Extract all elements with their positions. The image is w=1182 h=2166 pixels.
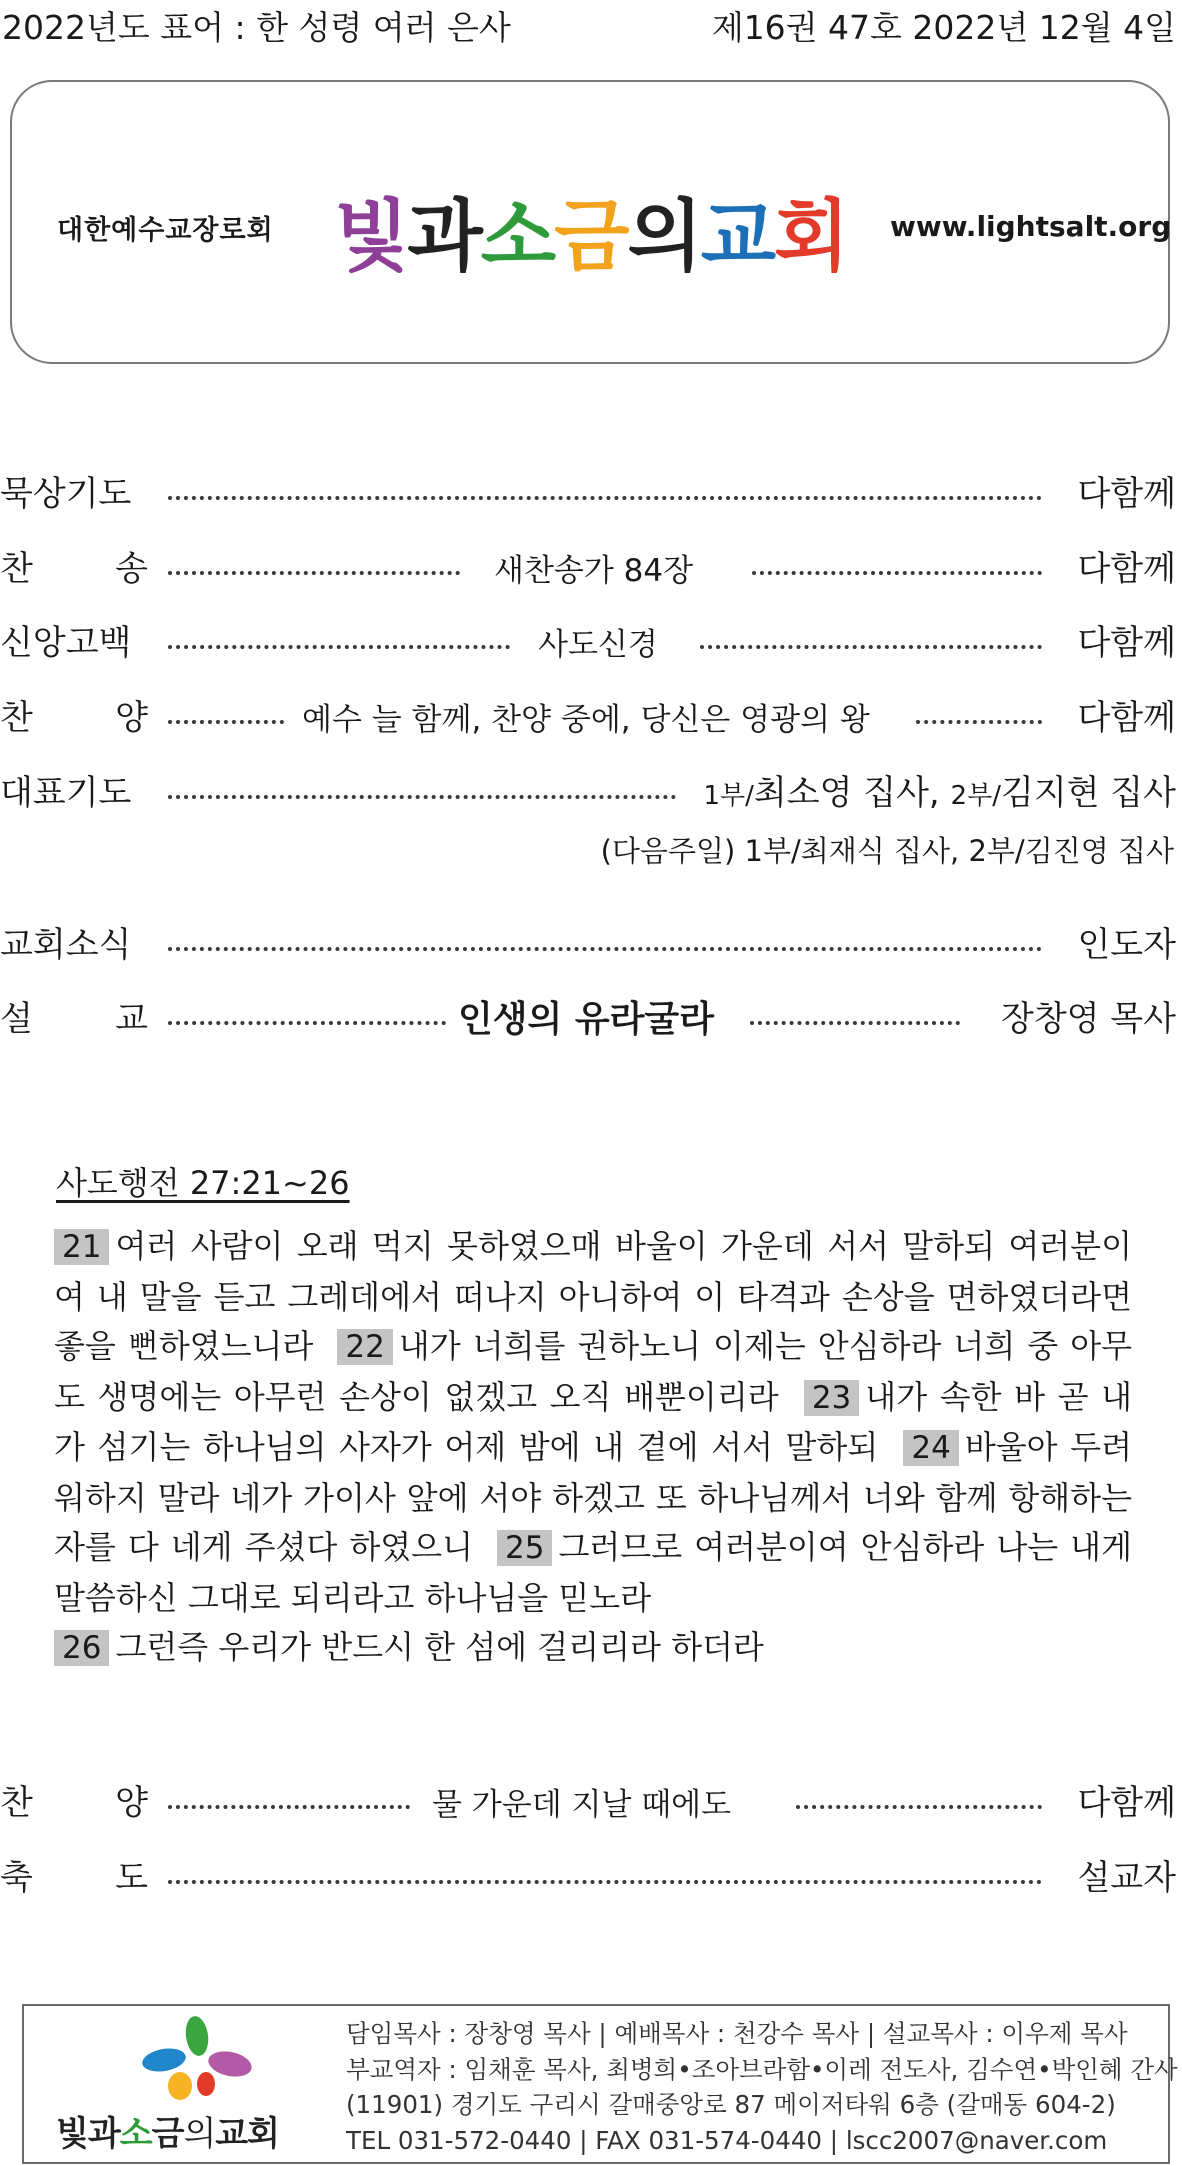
order-row-silent-prayer	[0, 466, 1182, 522]
logo-char: 의	[183, 2114, 216, 2154]
row-label	[0, 991, 148, 1040]
order-row-representative-prayer	[0, 765, 1182, 821]
verse-number: 25	[497, 1530, 552, 1566]
denomination-name: 대한예수교장로회	[57, 215, 274, 246]
row-label-part: 축	[0, 1858, 33, 1898]
dot-leader	[750, 1021, 960, 1025]
logo-char: 교	[700, 192, 775, 282]
pastor-staff-line: 담임목사 : 장창영 목사 | 예배목사 : 천강수 목사 | 설교목사 : 이우제 목사	[346, 2019, 1128, 2048]
row-label: 대표기도	[0, 773, 132, 813]
verse-text: 여러 사람이 오래 먹지 못하였으매 바울이 가운데 서서 말하되 여러분이여 내 말을 듣고 그레데에서 떠나지 아니하여 이 타격과 손상을 면하였더라면 좋을 뻔하였느니라	[54, 1227, 1132, 1365]
row-leader: 다함께	[1077, 549, 1176, 589]
scripture-reference: 사도행전 27:21~26	[56, 1164, 350, 1202]
address-line: (11901) 경기도 구리시 갈매중앙로 87 메이저타워 6층 (갈매동 604-2)	[346, 2090, 1116, 2119]
dot-leader	[168, 1805, 410, 1809]
creed-name: 사도신경	[538, 627, 658, 663]
row-label: 묵상기도	[0, 474, 132, 514]
logo-char: 과	[87, 2114, 120, 2154]
row-leader: 인도자	[1077, 925, 1176, 965]
logo-char: 금	[554, 192, 628, 282]
row-label: 교회소식	[0, 925, 132, 965]
dot-leader	[168, 1880, 1042, 1884]
logo-char: 금	[151, 2114, 184, 2154]
contact-line: TEL 031-572-0440 | FAX 031-574-0440 | lscc2007@naver.com	[346, 2125, 1108, 2155]
logo-char: 빛	[56, 2114, 88, 2154]
row-label-part: 교	[115, 999, 148, 1039]
logo-char: 의	[627, 192, 701, 282]
verse-text: 그러므로 여러분이여 안심하라 나는 내게 말씀하신 그대로 되리라고 하나님을 믿노라	[54, 1528, 1132, 1617]
verse-text: 내가 속한 바 곧 내가 섬기는 하나님의 사자가 어제 밤에 내 곁에 서서 말하되	[54, 1377, 1132, 1466]
dot-leader	[700, 645, 1042, 649]
hymn-number: 새찬송가 84장	[494, 553, 694, 589]
logo-char: 회	[774, 192, 848, 282]
order-row-praise	[0, 690, 1182, 746]
dot-leader	[916, 720, 1042, 724]
order-row-creed	[0, 615, 1182, 671]
preacher-name: 장창영 목사	[1000, 999, 1176, 1039]
row-label-part: 송	[115, 549, 148, 589]
row-leader: 다함께	[1077, 1783, 1176, 1823]
prayer-leader-name: 최소영 집사,	[753, 773, 940, 813]
church-logo-wordmark	[334, 174, 848, 286]
church-website-link[interactable]: www.lightsalt.org	[890, 210, 1172, 243]
order-row-hymn	[0, 541, 1182, 597]
row-label-part: 도	[115, 1858, 148, 1898]
row-label	[0, 541, 148, 590]
verse-text: 바울아 두려워하지 말라 네가 가이사 앞에 서야 하겠고 또 하나님께서 너와 함께 항해하는 자를 다 네게 주셨다 하였으니	[54, 1428, 1133, 1566]
next-week-prayer-note: (다음주일) 1부/최재식 집사, 2부/김진영 집사	[600, 834, 1174, 868]
row-leader: 다함께	[1077, 623, 1176, 663]
order-row-church-news	[0, 917, 1182, 973]
logo-char: 회	[247, 2114, 280, 2154]
row-label-part: 찬	[0, 1783, 33, 1823]
prayer-leader-name: 김지현 집사	[1000, 773, 1176, 813]
praise-songs: 예수 늘 함께, 찬양 중에, 당신은 영광의 왕	[302, 702, 870, 738]
row-label-part: 설	[0, 999, 33, 1039]
row-label-part: 양	[115, 698, 148, 738]
service-tag: 2부/	[950, 781, 1001, 811]
row-label	[0, 1850, 148, 1899]
verse-text: 그런즉 우리가 반드시 한 섬에 걸리리라 하더라	[115, 1628, 764, 1666]
verse-number: 21	[54, 1229, 109, 1265]
dot-leader	[168, 571, 460, 575]
footer-church-wordmark	[56, 2106, 279, 2155]
row-leader: 다함께	[1077, 698, 1176, 738]
row-label-part: 찬	[0, 549, 33, 589]
row-label: 신앙고백	[0, 623, 132, 663]
dot-leader	[168, 1021, 446, 1025]
logo-char: 과	[407, 192, 481, 282]
bulletin-header-line	[0, 2, 1182, 46]
verse-number: 24	[903, 1430, 958, 1466]
logo-char: 빛	[334, 192, 408, 282]
row-label-part: 찬	[0, 698, 33, 738]
row-leader: 다함께	[1077, 474, 1176, 514]
church-contact-info	[346, 2016, 1178, 2158]
church-info-footer	[22, 2004, 1178, 2164]
order-row-sermon	[0, 991, 1182, 1047]
logo-char: 소	[480, 192, 555, 282]
dot-leader	[168, 645, 510, 649]
dot-leader	[168, 947, 1042, 951]
row-label	[0, 690, 148, 739]
row-label-part: 양	[115, 1783, 148, 1823]
service-tag: 1부/	[703, 781, 754, 811]
order-row-closing-praise	[0, 1775, 1182, 1831]
verse-text: 내가 너희를 권하노니 이제는 안심하라 너희 중 아무도 생명에는 아무런 손상이 없겠고 오직 배뿐이리라	[54, 1327, 1133, 1416]
row-label	[0, 1775, 148, 1824]
associate-staff-line: 부교역자 : 임채훈 목사, 최병희•조아브라함•이레 전도사, 김수연•박인혜 간사	[346, 2054, 1178, 2084]
row-leader: 설교자	[1077, 1858, 1176, 1898]
verse-number: 22	[337, 1329, 392, 1365]
year-motto: 2022년도 표어 : 한 성령 여러 은사	[2, 8, 511, 47]
church-banner	[10, 80, 1170, 364]
logo-char: 교	[215, 2114, 248, 2154]
dot-leader	[796, 1805, 1042, 1809]
closing-song: 물 가운데 지날 때에도	[432, 1787, 732, 1823]
sermon-title: 인생의 유라굴라	[458, 999, 714, 1040]
order-row-benediction	[0, 1850, 1182, 1906]
verse-number: 23	[804, 1380, 859, 1416]
dot-leader	[168, 720, 284, 724]
dot-leader	[168, 496, 1042, 500]
verse-number: 26	[54, 1630, 109, 1666]
church-flower-logo-icon	[122, 2012, 272, 2112]
scripture-passage	[54, 1222, 1132, 1674]
prayer-leaders	[703, 765, 1176, 814]
dot-leader	[168, 795, 676, 799]
dot-leader	[752, 571, 1042, 575]
logo-char: 소	[119, 2114, 152, 2154]
issue-info: 제16권 47호 2022년 12월 4일	[711, 8, 1176, 47]
